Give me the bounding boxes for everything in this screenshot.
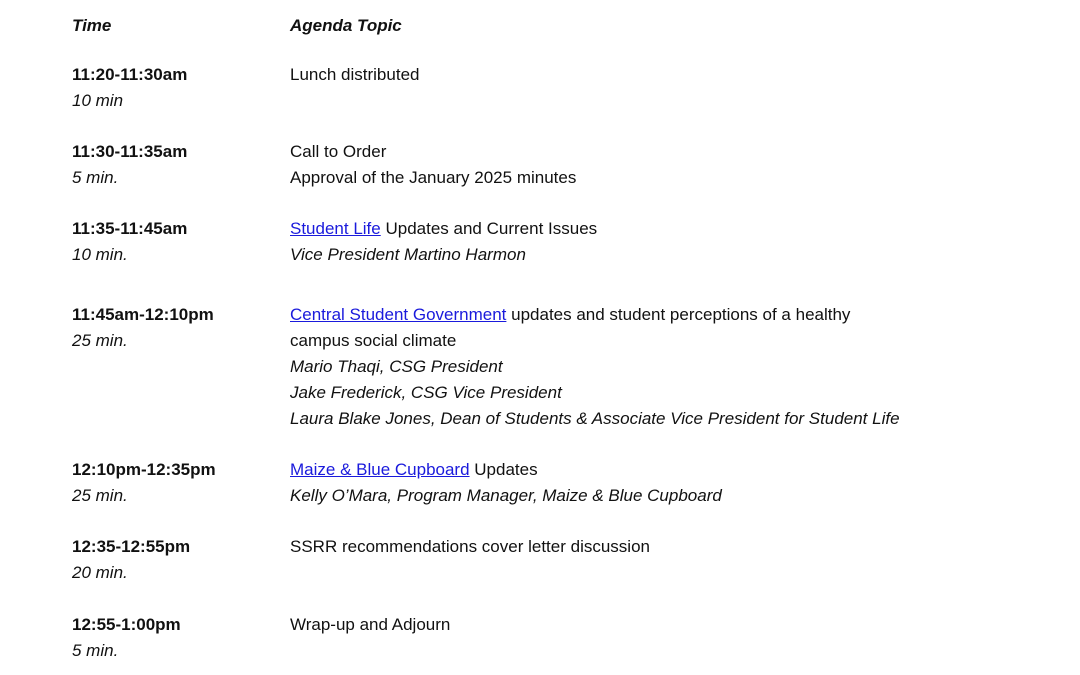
topic-title: Call to Order — [290, 142, 387, 161]
duration: 25 min. — [72, 486, 128, 505]
central-student-government-link[interactable]: Central Student Government — [290, 305, 507, 324]
time-range: 11:20-11:30am — [72, 65, 188, 84]
topic-cell — [290, 302, 1030, 432]
topic-title-continued: campus social climate — [290, 331, 457, 350]
maize-blue-cupboard-link[interactable]: Maize & Blue Cupboard — [290, 460, 470, 479]
duration: 5 min. — [72, 168, 119, 187]
time-range: 12:55-1:00pm — [72, 615, 181, 634]
presenter: Jake Frederick, CSG Vice President — [290, 383, 562, 402]
duration: 10 min — [72, 91, 124, 110]
topic-title — [290, 216, 1030, 242]
time-cell — [72, 62, 282, 114]
topic-title — [290, 302, 1030, 328]
presenter: Kelly O’Mara, Program Manager, Maize & Blue Cupboard — [290, 486, 722, 505]
topic-subitem: Approval of the January 2025 minutes — [290, 168, 577, 187]
time-cell — [72, 216, 282, 268]
topic-cell — [290, 534, 1030, 560]
time-cell — [72, 457, 282, 509]
student-life-link[interactable]: Student Life — [290, 219, 381, 238]
time-range: 12:35-12:55pm — [72, 537, 191, 556]
presenter: Laura Blake Jones, Dean of Students & Associate Vice President for Student Life — [290, 409, 900, 428]
agenda-header — [72, 16, 1032, 38]
time-column-heading: Time — [72, 16, 112, 35]
topic-cell — [290, 216, 1030, 268]
topic-cell — [290, 457, 1030, 509]
topic-title-text: Updates — [469, 460, 538, 479]
duration: 25 min. — [72, 331, 128, 350]
topic-title — [290, 457, 1030, 483]
topic-cell — [290, 612, 1030, 638]
time-cell — [72, 139, 282, 191]
time-cell — [72, 302, 282, 354]
duration: 20 min. — [72, 563, 128, 582]
time-range: 12:10pm-12:35pm — [72, 460, 216, 479]
duration: 5 min. — [72, 641, 119, 660]
time-range: 11:35-11:45am — [72, 219, 188, 238]
topic-title: SSRR recommendations cover letter discussion — [290, 537, 650, 556]
time-cell — [72, 612, 282, 664]
presenter: Vice President Martino Harmon — [290, 245, 526, 264]
time-range: 11:30-11:35am — [72, 142, 188, 161]
topic-title: Lunch distributed — [290, 65, 420, 84]
topic-title-text: updates and student perceptions of a healthy — [506, 305, 851, 324]
topic-column-heading: Agenda Topic — [290, 16, 402, 35]
topic-title-text: Updates and Current Issues — [380, 219, 598, 238]
topic-title: Wrap-up and Adjourn — [290, 615, 451, 634]
time-cell — [72, 534, 282, 586]
duration: 10 min. — [72, 245, 128, 264]
topic-cell — [290, 139, 1030, 191]
topic-cell — [290, 62, 1030, 88]
presenter: Mario Thaqi, CSG President — [290, 357, 503, 376]
time-range: 11:45am-12:10pm — [72, 305, 214, 324]
